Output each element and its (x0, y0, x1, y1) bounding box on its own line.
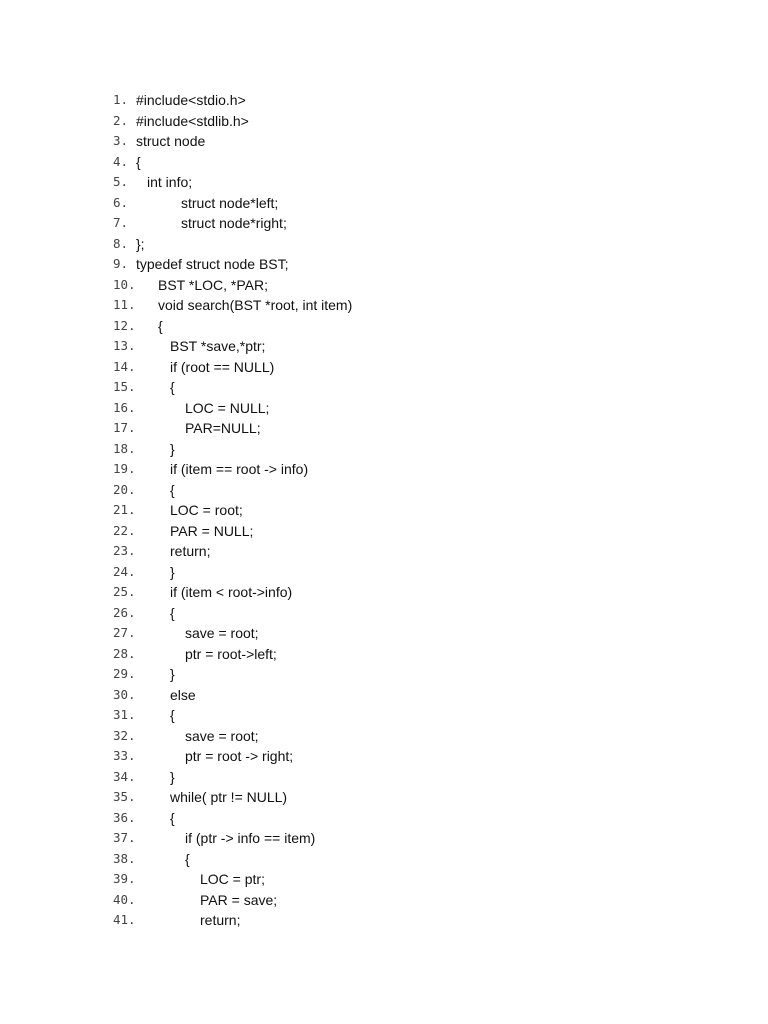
line-number: 20. (113, 481, 136, 497)
line-number: 21. (113, 502, 136, 517)
line-number: 5. (113, 174, 129, 189)
line-number: 18. (113, 440, 136, 456)
line-text: ptr = root->left; (185, 645, 277, 662)
line-text: if (item < root->info) (170, 584, 293, 600)
line-text: } (170, 440, 175, 457)
line-number: 8. (113, 235, 129, 251)
line-text: { (170, 809, 175, 826)
line-number: 6. (113, 194, 129, 210)
line-text: save = root; (185, 727, 259, 744)
line-text: while( ptr != NULL) (170, 789, 288, 805)
line-number: 35. (113, 789, 136, 804)
line-number: 34. (113, 768, 136, 784)
line-number: 39. (113, 871, 136, 886)
line-number: 4. (113, 153, 129, 169)
line-text: if (ptr -> info == item) (185, 830, 316, 846)
line-text: { (185, 850, 190, 867)
line-number: 3. (113, 133, 129, 148)
line-number: 22. (113, 522, 136, 538)
line-text: LOC = ptr; (200, 871, 265, 887)
line-text: PAR = NULL; (170, 522, 254, 539)
line-number: 12. (113, 317, 136, 333)
line-text: struct node*left; (181, 194, 279, 211)
line-number: 37. (113, 830, 136, 845)
line-text: { (170, 481, 175, 498)
line-text: BST *save,*ptr; (170, 338, 266, 354)
line-text: #include<stdlib.h> (136, 112, 249, 129)
line-number: 24. (113, 563, 136, 579)
line-number: 10. (113, 276, 136, 292)
line-number: 25. (113, 584, 136, 599)
line-text: { (170, 707, 175, 723)
line-text: void search(BST *root, int item) (158, 297, 353, 313)
line-text: LOC = root; (170, 502, 243, 518)
line-text: { (158, 317, 163, 334)
line-number: 2. (113, 112, 129, 128)
line-number: 23. (113, 543, 136, 558)
line-number: 15. (113, 379, 136, 394)
line-number: 16. (113, 399, 136, 415)
line-number: 41. (113, 912, 136, 927)
line-number: 14. (113, 358, 136, 374)
line-number: 17. (113, 420, 136, 435)
line-number: 27. (113, 625, 136, 640)
line-text: return; (200, 912, 241, 928)
line-text: { (170, 379, 175, 395)
line-number: 36. (113, 809, 136, 825)
line-text: struct node*right; (181, 215, 287, 231)
line-text: } (170, 768, 175, 785)
line-number: 26. (113, 604, 136, 620)
line-text: #include<stdio.h> (136, 92, 246, 108)
line-text: else (170, 686, 196, 703)
line-number: 30. (113, 686, 136, 702)
line-number: 31. (113, 707, 136, 722)
line-text: save = root; (185, 625, 259, 641)
line-text: ptr = root -> right; (185, 748, 294, 764)
line-text: struct node (136, 133, 206, 149)
line-number: 19. (113, 461, 136, 476)
line-text: if (item == root -> info) (170, 461, 309, 477)
line-number: 33. (113, 748, 136, 763)
line-text: return; (170, 543, 211, 559)
line-text: LOC = NULL; (185, 399, 270, 416)
line-text: } (170, 666, 175, 682)
line-text: typedef struct node BST; (136, 256, 289, 272)
line-number: 38. (113, 850, 136, 866)
line-text: PAR = save; (200, 891, 278, 908)
line-number: 13. (113, 338, 136, 353)
line-number: 7. (113, 215, 129, 230)
line-text: PAR=NULL; (185, 420, 261, 436)
line-number: 40. (113, 891, 136, 907)
line-text: }; (136, 235, 145, 252)
line-number: 32. (113, 727, 136, 743)
line-text: int info; (147, 174, 193, 190)
line-text: if (root == NULL) (170, 358, 275, 375)
line-number: 28. (113, 645, 136, 661)
line-number: 1. (113, 92, 129, 107)
line-text: } (170, 563, 175, 580)
line-number: 11. (113, 297, 136, 312)
line-number: 29. (113, 666, 136, 681)
line-number: 9. (113, 256, 129, 271)
line-text: { (136, 153, 141, 170)
line-text: { (170, 604, 175, 621)
line-text: BST *LOC, *PAR; (158, 276, 268, 293)
